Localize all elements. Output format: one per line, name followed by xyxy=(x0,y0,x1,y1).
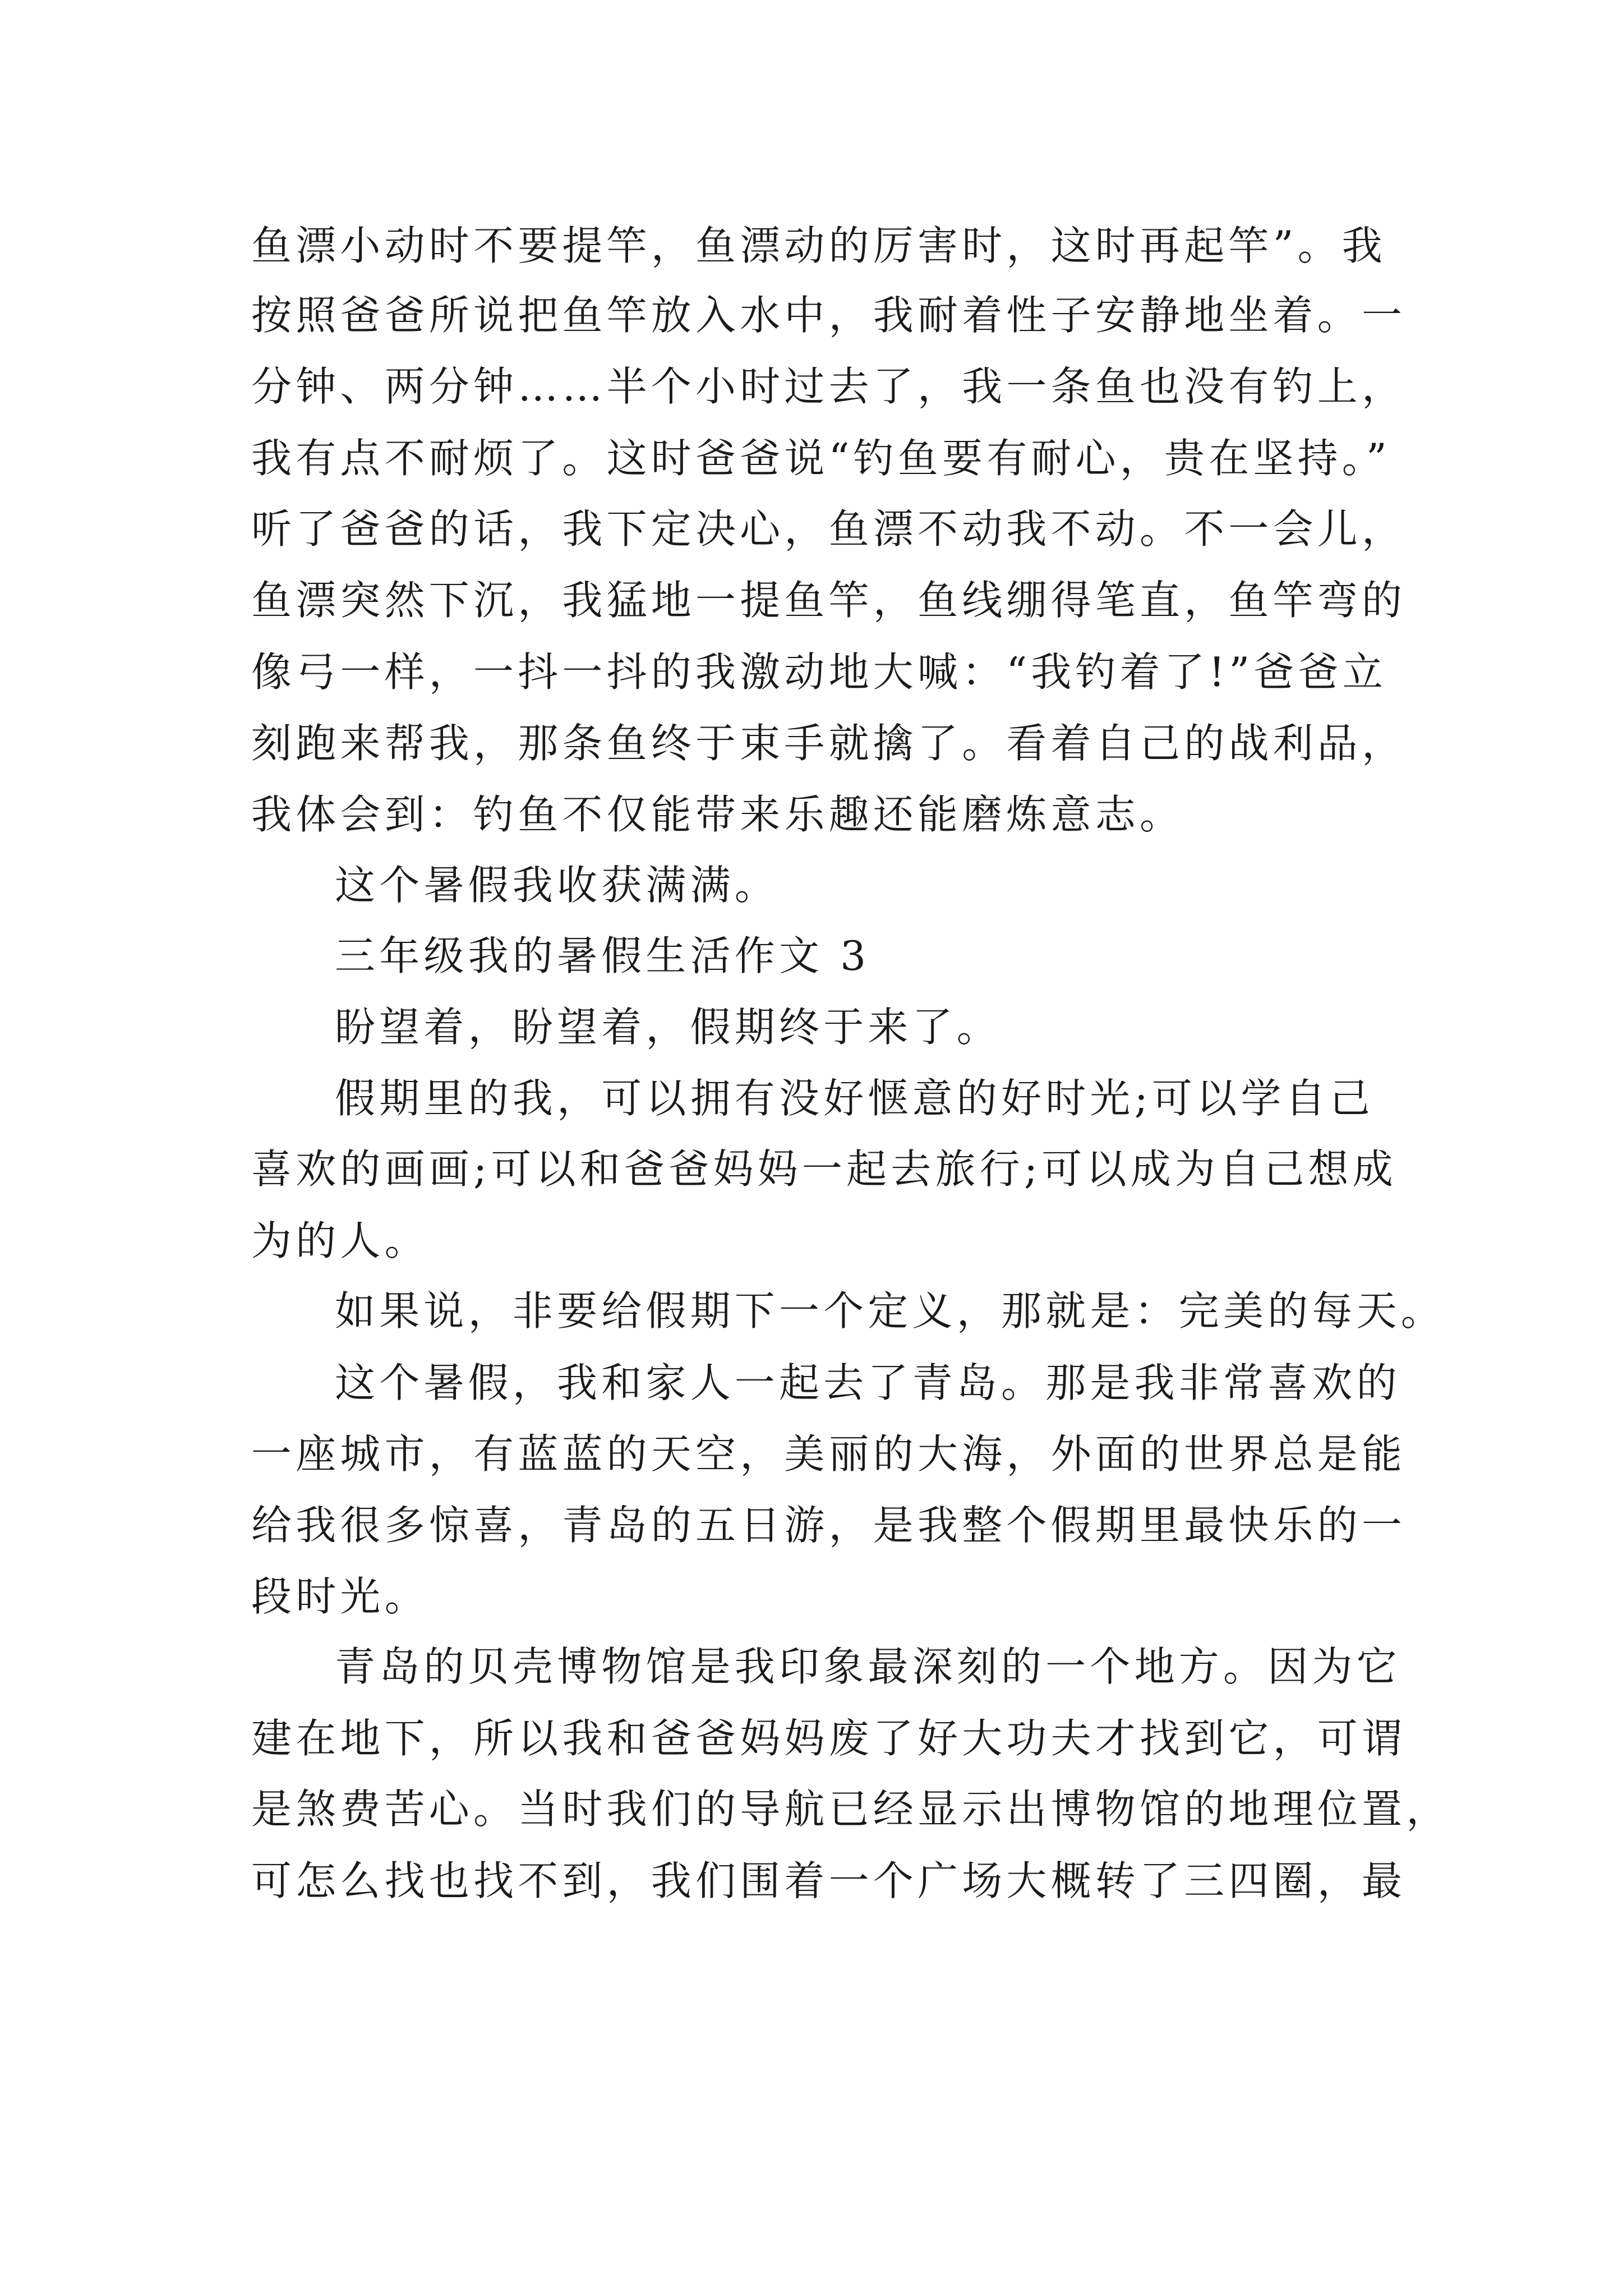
text-line: 是煞费苦心。当时我们的导航已经显示出博物馆的地理位置， xyxy=(251,1786,1451,1833)
text-line: 按照爸爸所说把鱼竿放入水中，我耐着性子安静地坐着。一 xyxy=(251,292,1407,339)
paragraph-line: 假期里的我，可以拥有没好惬意的好时光;可以学自己 xyxy=(335,1075,1375,1122)
text-line: 喜欢的画画;可以和爸爸妈妈一起去旅行;可以成为自己想成 xyxy=(251,1145,1397,1193)
paragraph-line: 盼望着，盼望着，假期终于来了。 xyxy=(335,1004,1002,1051)
paragraph-line: 青岛的贝壳博物馆是我印象最深刻的一个地方。因为它 xyxy=(335,1643,1401,1690)
text-line: 给我很多惊喜，青岛的五日游，是我整个假期里最快乐的一 xyxy=(251,1502,1407,1549)
text-line: 段时光。 xyxy=(251,1573,429,1620)
text-line: 我体会到：钓鱼不仅能带来乐趣还能磨炼意志。 xyxy=(251,791,1184,838)
text-line: 一座城市，有蓝蓝的天空，美丽的大海，外面的世界总是能 xyxy=(251,1430,1407,1478)
text-line: 鱼漂小动时不要提竿，鱼漂动的厉害时，这时再起竿”。我 xyxy=(251,222,1387,269)
section-heading: 三年级我的暑假生活作文 3 xyxy=(335,932,870,979)
paragraph-line: 如果说，非要给假期下一个定义，那就是：完美的每天。 xyxy=(335,1287,1446,1335)
text-line: 鱼漂突然下沉，我猛地一提鱼竿，鱼线绷得笔直，鱼竿弯的 xyxy=(251,577,1407,624)
text-line: 我有点不耐烦了。这时爸爸说“钓鱼要有耐心，贵在坚持。” xyxy=(251,435,1391,482)
paragraph-line: 这个暑假，我和家人一起去了青岛。那是我非常喜欢的 xyxy=(335,1359,1401,1406)
text-line: 听了爸爸的话，我下定决心，鱼漂不动我不动。不一会儿， xyxy=(251,505,1407,553)
text-line: 可怎么找也找不到，我们围着一个广场大概转了三四圈，最 xyxy=(251,1857,1407,1904)
text-line: 建在地下，所以我和爸爸妈妈废了好大功夫才找到它，可谓 xyxy=(251,1715,1407,1762)
text-line: 分钟、两分钟……半个小时过去了，我一条鱼也没有钓上， xyxy=(251,363,1407,410)
text-line: 刻跑来帮我，那条鱼终于束手就擒了。看着自己的战利品， xyxy=(251,720,1407,767)
text-line: 为的人。 xyxy=(251,1217,429,1264)
text-line: 像弓一样，一抖一抖的我激动地大喊：“我钓着了!”爸爸立 xyxy=(251,648,1387,696)
paragraph-line: 这个暑假我收获满满。 xyxy=(335,862,780,909)
